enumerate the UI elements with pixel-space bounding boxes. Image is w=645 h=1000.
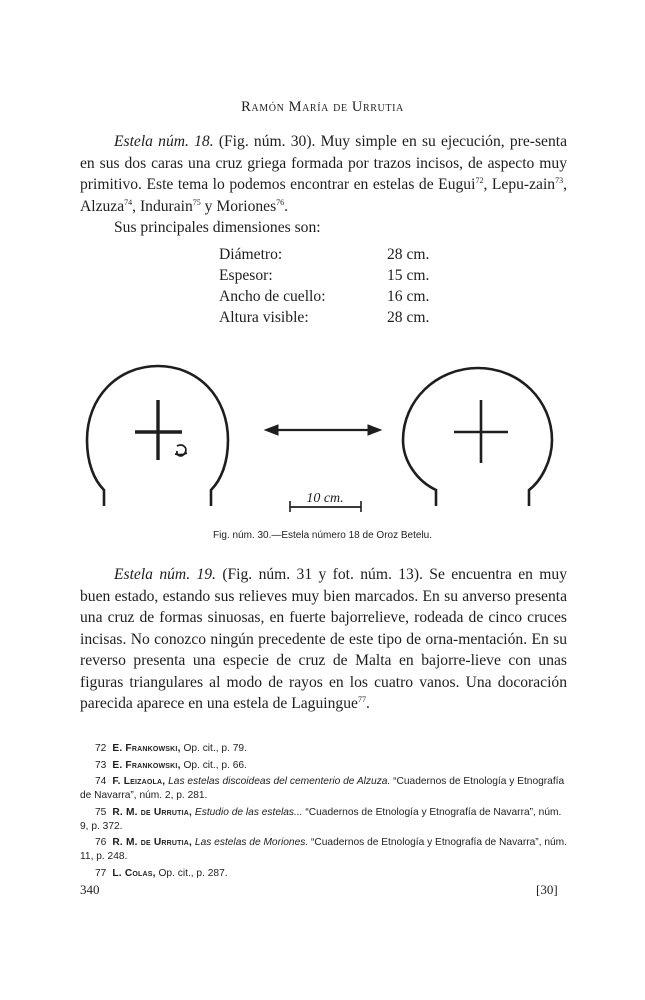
footnote-ref[interactable]: 77 <box>357 695 366 704</box>
footnote-77 <box>80 867 567 881</box>
footnote-number: 75 <box>95 806 107 818</box>
footnote-ref[interactable]: 72 <box>475 176 484 185</box>
dimensions-intro: Sus principales dimensiones son: <box>114 219 321 236</box>
paragraph-estela-18 <box>80 131 567 217</box>
paragraph-text: . <box>284 197 289 215</box>
footnote-72 <box>80 742 567 756</box>
dimension-label: Ancho de cuello: <box>219 288 326 305</box>
footnote-74 <box>80 775 567 803</box>
paragraph-text: , Indurain <box>132 197 193 215</box>
page-number: 340 <box>80 882 100 897</box>
footnote-citation: “Cuadernos de Etnología y Etnografía de Navarra”, núm. 2, p. 281. <box>80 776 565 801</box>
footnote-author: F. Leizaola, <box>112 776 166 787</box>
paragraph-text: . <box>365 695 370 712</box>
footnote-ref[interactable]: 73 <box>555 176 564 185</box>
running-head: Ramón María de Urrutia <box>241 99 404 115</box>
footnote-citation: “Cuadernos de Etnología y Etnografía de Navarra”, núm. 11, p. 248. <box>80 837 567 862</box>
paragraph-text: (Fig. núm. 30). Muy simple en su ejecución, pre-senta en sus dos caras una cruz griega formada por trazos incisos, de aspecto muy primitivo. Este tema lo podemos encontrar en estelas de Eugui <box>80 133 567 193</box>
footnote-citation: “Cuadernos de Etnología y Etnografía de Navarra”, núm. 9, p. 372. <box>80 806 562 832</box>
footnote-75 <box>80 806 567 834</box>
footnote-number: 73 <box>95 759 107 771</box>
scribble-mark <box>175 445 187 456</box>
paragraph-text: , Lepu-zain <box>483 176 556 193</box>
footnote-76 <box>80 836 567 864</box>
dimension-row <box>219 267 439 289</box>
folio-number: [30] <box>536 882 558 897</box>
dimension-row <box>219 309 439 331</box>
dimension-value: 16 cm. <box>387 288 430 305</box>
footnote-citation: Op. cit., p. 79. <box>180 743 247 754</box>
footnote-author: E. Frankowski, <box>112 759 181 771</box>
dimension-value: 28 cm. <box>387 309 430 326</box>
dimension-label: Espesor: <box>219 267 273 284</box>
footnote-title: Las estelas de Moriones. <box>192 837 309 848</box>
dimension-label: Altura visible: <box>219 309 309 326</box>
footnote-ref[interactable]: 76 <box>276 197 285 207</box>
footnote-citation: Op. cit., p. 66. <box>180 759 247 771</box>
footnote-author: R. M. de Urrutia, <box>112 806 193 818</box>
figure-caption: Fig. núm. 30.—Estela número 18 de Oroz Betelu. <box>213 530 432 541</box>
footnote-ref[interactable]: 74 <box>124 197 133 207</box>
footnote-citation: Op. cit., p. 287. <box>155 867 228 879</box>
estela-19-title: Estela núm. 19. <box>114 566 216 583</box>
footnotes <box>80 742 567 883</box>
double-arrow <box>265 425 381 435</box>
footnote-number: 77 <box>95 867 107 879</box>
footnote-number: 76 <box>95 837 107 848</box>
footnote-author: R. M. de Urrutia, <box>112 837 193 848</box>
footnote-number: 74 <box>95 776 107 787</box>
scale-bar <box>290 491 361 512</box>
footnote-ref[interactable]: 75 <box>192 197 201 207</box>
footnote-author: L. Colas, <box>112 867 156 879</box>
dimension-row <box>219 246 439 268</box>
dimension-value: 15 cm. <box>387 267 430 284</box>
footnote-author: E. Frankowski, <box>112 743 181 754</box>
paragraph-estela-19 <box>80 564 567 715</box>
dimension-label: Diámetro: <box>219 246 283 263</box>
dimension-value: 28 cm. <box>387 246 430 263</box>
paragraph-text: (Fig. núm. 31 y fot. núm. 13). Se encuentra en muy buen estado, estando sus relieves muy bien marcados. En su anverso presenta una cruz de formas sinuosas, en fuerte bajorrelieve, rodeada de cinco cruces incisas. No conozco ningún precedente de este tipo de orna-mentación. En su reverso presenta una especie de cruz de Malta en bajorre-lieve con unas figuras triangulares al modo de rayos en los cuatro vanos. Una docoración parecida aparece en una estela de Laguingue <box>80 566 567 712</box>
stela-back-face <box>403 368 552 506</box>
estela-18-title: Estela núm. 18. <box>114 133 214 150</box>
footnote-number: 72 <box>95 743 107 754</box>
figure-stela-drawing <box>80 360 567 525</box>
footnote-title: Las estelas discoideas del cementerio de Alzuza. <box>165 776 391 787</box>
stela-front-face <box>87 366 228 506</box>
footnote-title: Estudio de las estelas... <box>192 806 303 818</box>
paragraph-text: y Moriones <box>200 197 277 215</box>
scale-label: 10 cm. <box>306 491 344 506</box>
footnote-73 <box>80 759 567 773</box>
paragraph-text: , Alzuza <box>80 176 567 215</box>
dimension-row <box>219 288 439 310</box>
